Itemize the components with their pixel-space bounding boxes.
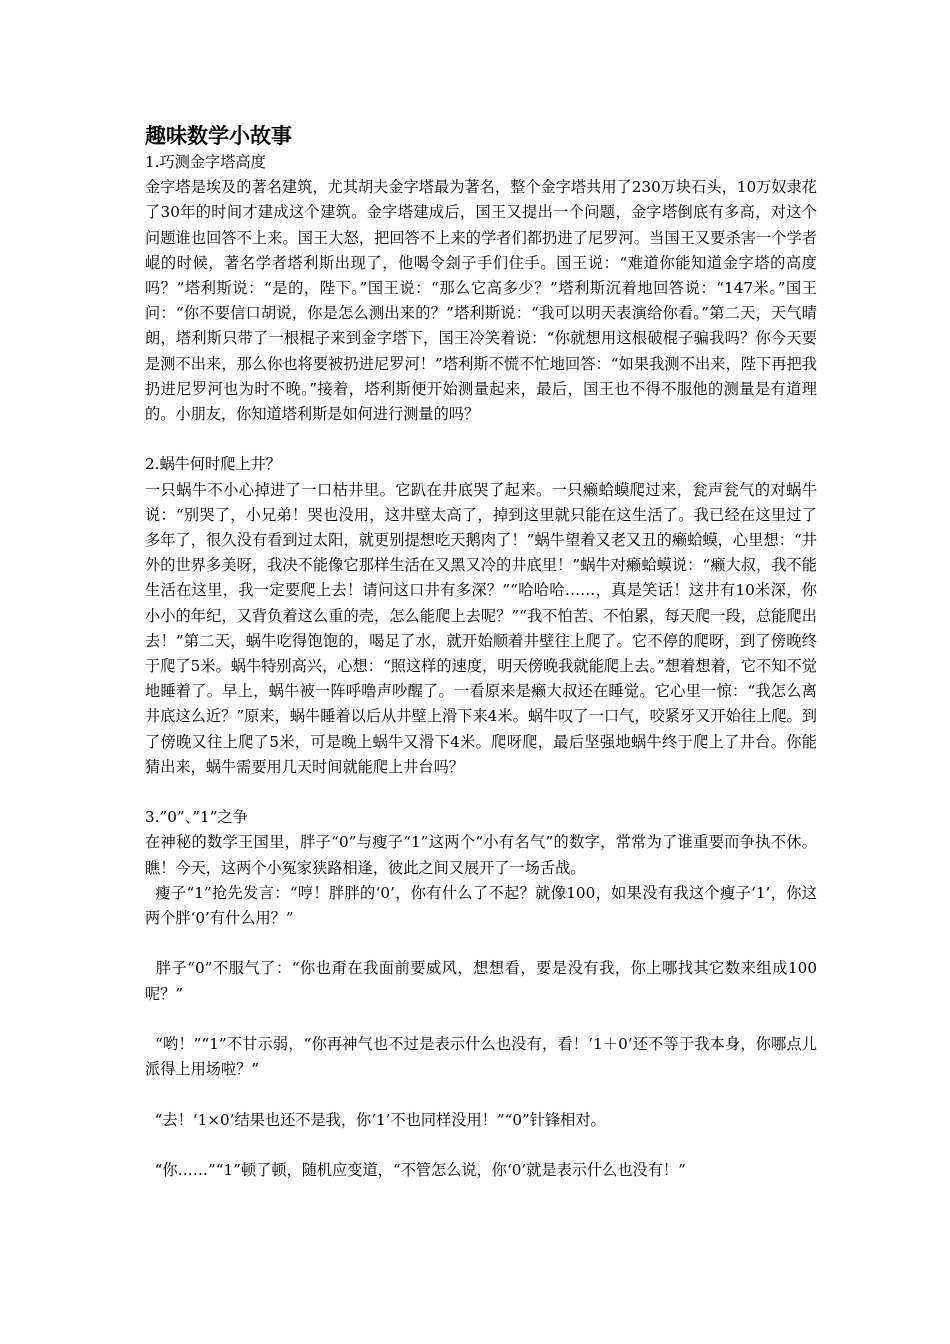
story3-intro: 在神秘的数学王国里，胖子“0”与瘦子“1”这两个“小有名气”的数字，常常为了谁重要而争执不休。瞧！今天，这两个小冤家狭路相逢，彼此之间又展开了一场舌战。 (145, 833, 817, 877)
story3-heading: 3.”0”、”1”之争 (145, 808, 248, 827)
story2-body: 一只蜗牛不小心掉进了一口枯井里。它趴在井底哭了起来。一只癞蛤蟆爬过来，瓮声瓮气的对蜗牛说：“别哭了，小兄弟！哭也没用，这井壁太高了，掉到这里就只能在这生活了。我已经在这里过了多年了，很久没有看到过太阳，就更别提想吃天鹅肉了！”蜗牛望着又老又丑的癞蛤蟆，心里想：“井外的世界多美呀，我决不能像它那样生活在又黑又冷的井底里！”蜗牛对癞蛤蟆说：“癞大叔，我不能生活在这里，我一定要爬上去！请问这口井有多深？”“哈哈哈……，真是笑话！这井有10米深，你小小的年纪，又背负着这么重的壳，怎么能爬上去呢？”“我不怕苦、不怕累，每天爬一段，总能爬出去！”第二天，蜗牛吃得饱饱的，喝足了水，就开始顺着井壁往上爬了。它不停的爬呀，到了傍晚终于爬了5米。蜗牛特别高兴，心想：“照这样的速度，明天傍晚我就能爬上去。”想着想着，它不知不觉地睡着了。早上，蜗牛被一阵呼噜声吵醒了。一看原来是癞大叔还在睡觉。它心里一惊：“我怎么离井底这么近？”原来，蜗牛睡着以后从井壁上滑下来4米。蜗牛叹了一口气，咬紧牙又开始往上爬。到了傍晚又往上爬了5米，可是晚上蜗牛又滑下4米。爬呀爬，最后坚强地蜗牛终于爬上了井台。你能猜出来，蜗牛需要用几天时间就能爬上井台吗？ (145, 480, 817, 776)
blank-line (145, 1133, 817, 1158)
blank-line (145, 780, 817, 805)
story2-heading: 2.蜗牛何时爬上井？ (145, 455, 281, 474)
blank-line (145, 1007, 817, 1032)
document-page (145, 122, 817, 1183)
document-title: 趣味数学小故事 (145, 124, 292, 148)
blank-line (145, 1082, 817, 1107)
blank-line (145, 931, 817, 956)
story1-heading: 1.巧测金字塔高度 (145, 153, 266, 171)
blank-line (145, 427, 817, 452)
story1-body: 金字塔是埃及的著名建筑，尤其胡夫金字塔最为著名，整个金字塔共用了230万块石头，10万奴隶花了30年的时间才建成这个建筑。金字塔建成后，国王又提出一个问题，金字塔倒底有多高，对这个问题谁也回答不上来。国王大怒，把回答不上来的学者们都扔进了尼罗河。当国王又要杀害一个学者崐的时候，著名学者塔利斯出现了，他喝令刽子手们住手。国王说：“难道你能知道金字塔的高度吗？”塔利斯说：“是的，陛下。”国王说：“那么它高多少？”塔利斯沉着地回答说：“147米。”国王问：“你不要信口胡说，你是怎么测出来的？”塔利斯说：“我可以明天表演给你看。”第二天，天气晴朗，塔利斯只带了一根棍子来到金字塔下，国王冷笑着说：“你就想用这根破棍子骗我吗？你今天要是测不出来，那么你也将要被扔进尼罗河！”塔利斯不慌不忙地回答：“如果我测不出来，陛下再把我扔进尼罗河也为时不晚。”接着，塔利斯便开始测量起来，最后，国王也不得不服他的测量是有道理的。小朋友，你知道塔利斯是如何进行测量的吗？ (145, 178, 817, 424)
story3-paragraph-3: “哟！”“1”不甘示弱，“你再神气也不过是表示什么也没有，看！‘1＋0’还不等于我本身，你哪点儿派得上用场啦？” (145, 1035, 818, 1079)
story3-paragraph-4: “去！‘1×0’结果也还不是我，你‘1’不也同样没用！”“0”针锋相对。 (145, 1110, 606, 1129)
story3-paragraph-2: 胖子“0”不服气了：“你也甭在我面前要威风，想想看，要是没有我，你上哪找其它数来组成100呢？” (145, 959, 817, 1003)
story3-paragraph-1: 瘦子“1”抢先发言：“哼！胖胖的‘0’，你有什么了不起？就像100，如果没有我这个瘦子‘1’，你这两个胖‘0’有什么用？” (145, 883, 817, 928)
story3-paragraph-5: “你……”“1”顿了顿，随机应变道，“不管怎么说，你‘0’就是表示什么也没有！” (145, 1161, 686, 1180)
